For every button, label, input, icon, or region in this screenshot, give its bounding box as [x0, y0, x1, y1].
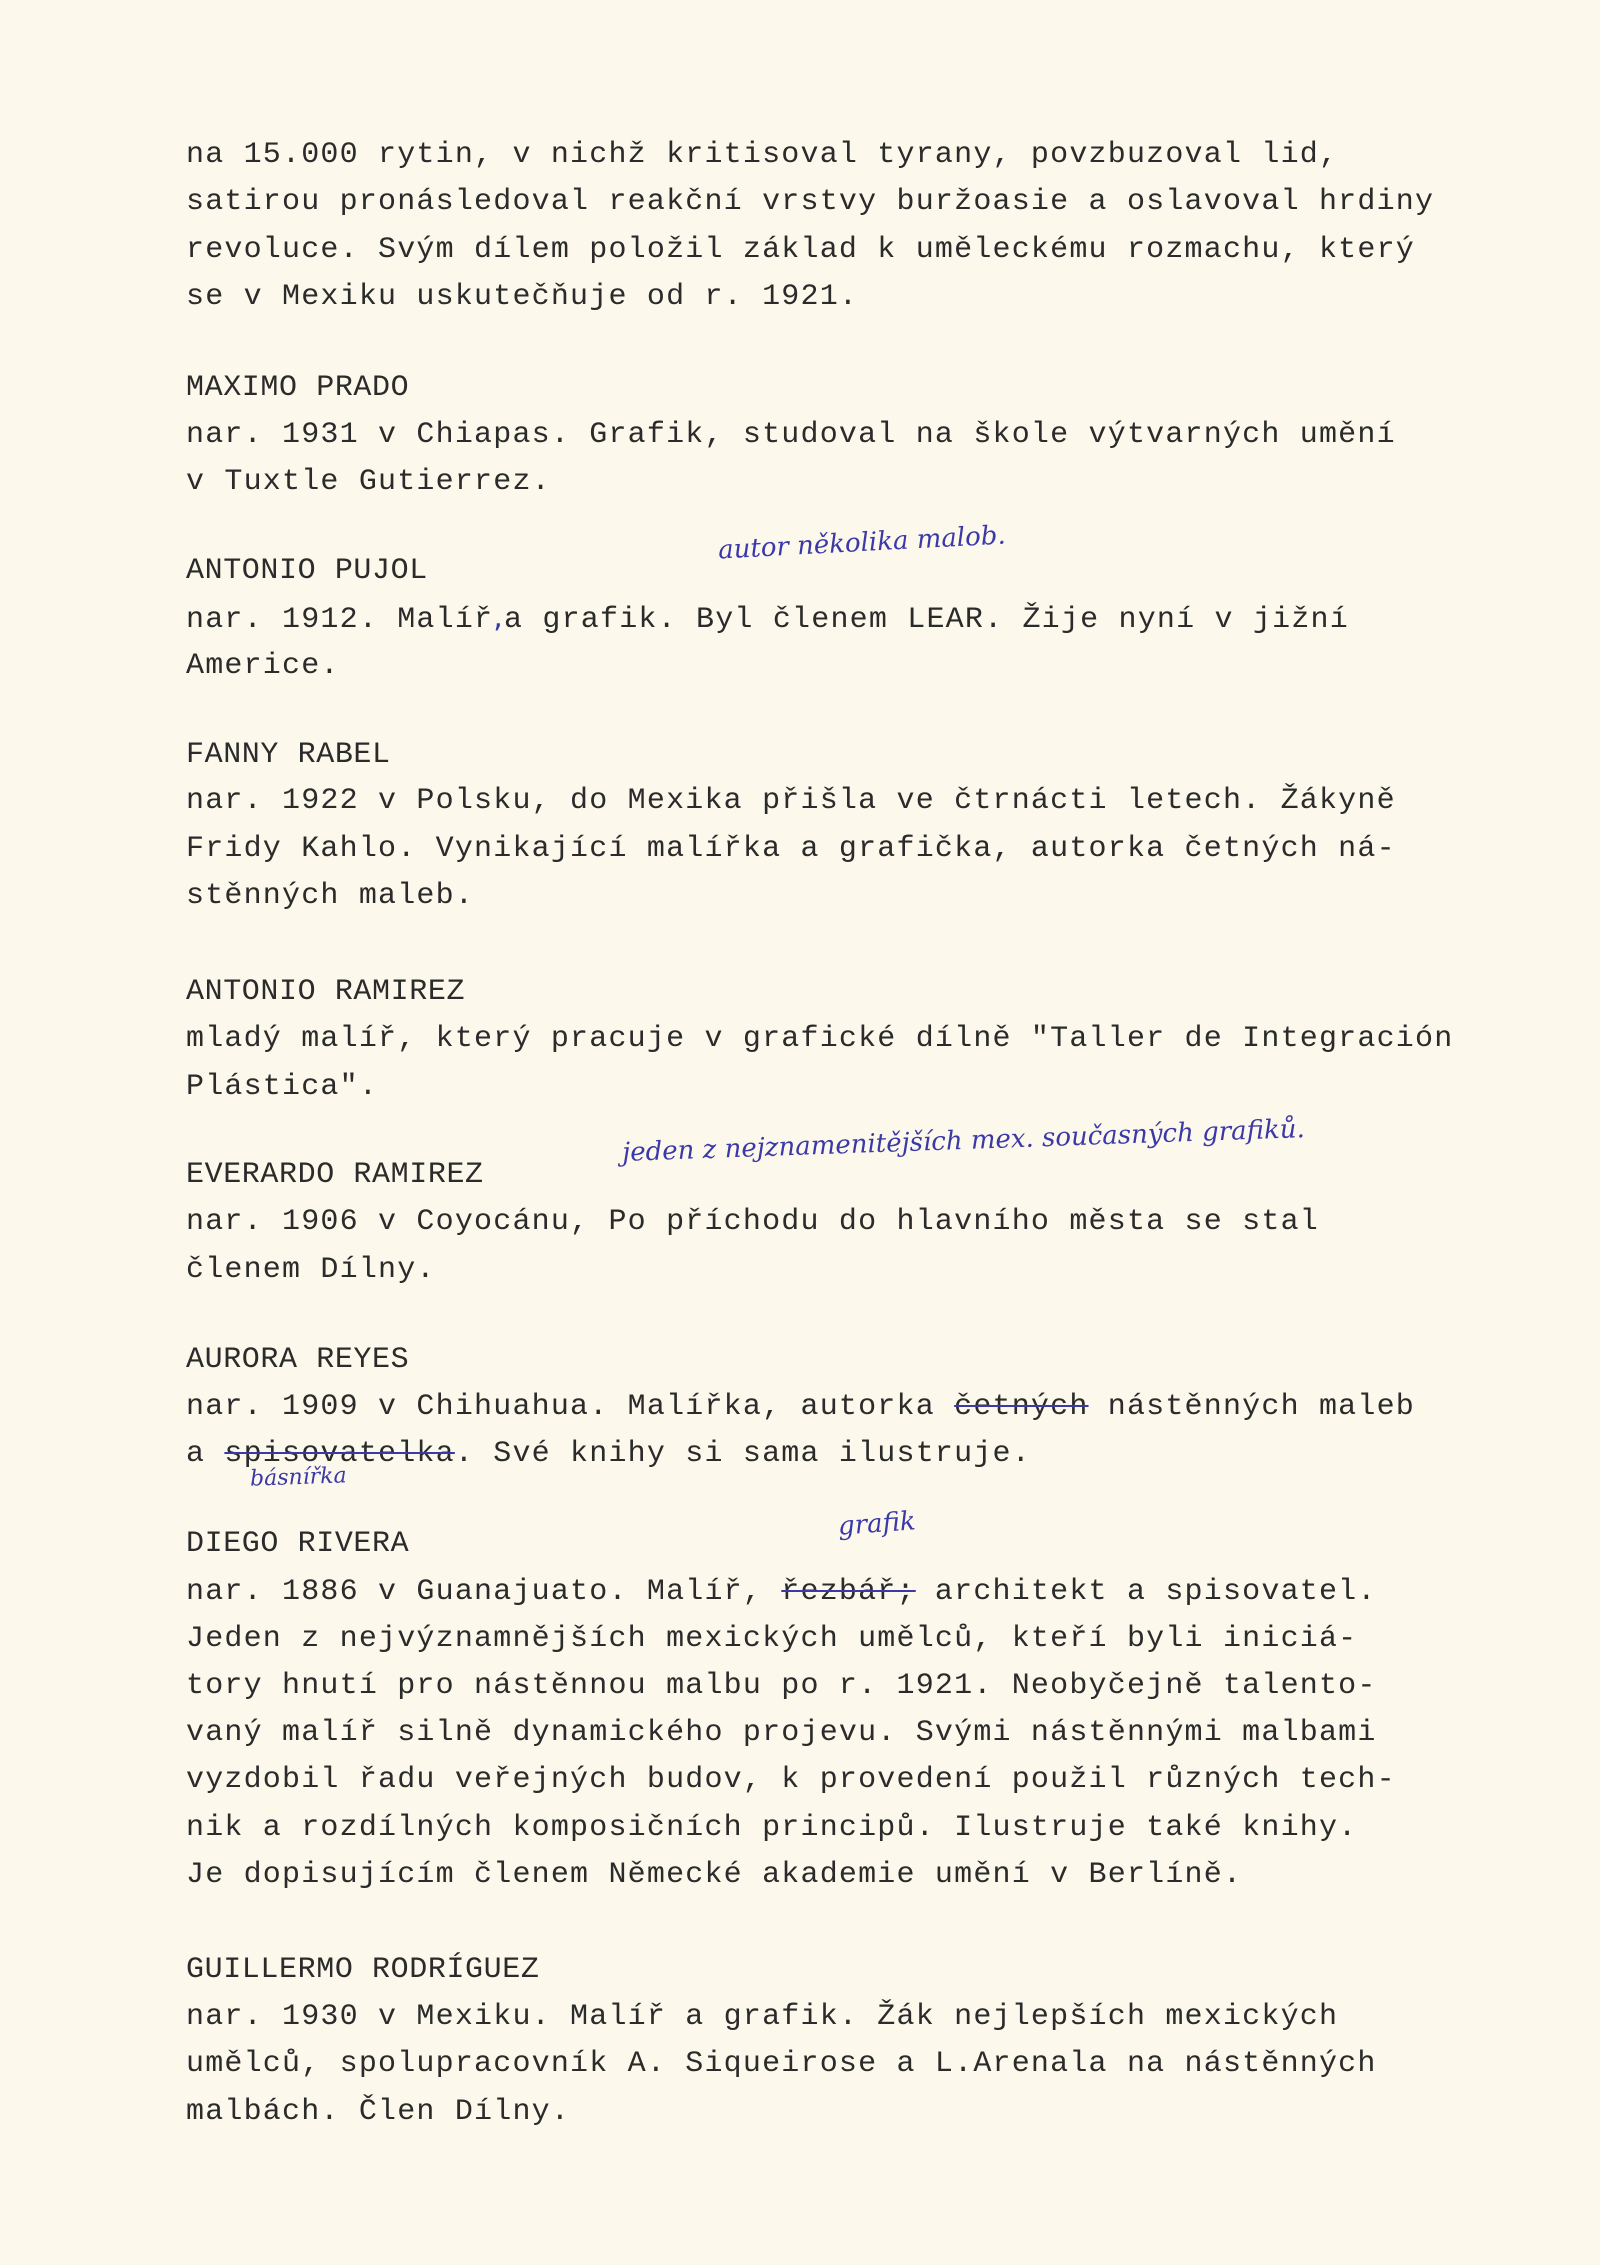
- entry-line: Americe.: [186, 649, 340, 683]
- intro-line-1: na 15.000 rytin, v nichž kritisoval tyrany, povzbuzoval lid,: [186, 138, 1339, 172]
- entry-line: Plástica".: [186, 1070, 379, 1104]
- struck-word: řezbář;: [781, 1575, 916, 1609]
- struck-word: četných: [954, 1390, 1089, 1424]
- handwritten-annotation: básnířka: [249, 1463, 348, 1492]
- entry-line-part: nar. 1909 v Chihuahua. Malířka, autorka: [186, 1390, 955, 1424]
- entry-line: Je dopisujícím členem Německé akademie umění v Berlíně.: [186, 1858, 1243, 1892]
- handwritten-annotation: grafik: [837, 1506, 917, 1542]
- entry-name: FANNY RABEL: [186, 738, 391, 772]
- entry-name: MAXIMO PRADO: [186, 371, 410, 405]
- entry-line: stěnných maleb.: [186, 879, 475, 913]
- intro-line-4: se v Mexiku uskutečňuje od r. 1921.: [186, 280, 859, 314]
- entry-line: [186, 600, 1349, 638]
- entry-name: ANTONIO PUJOL: [186, 554, 428, 588]
- handwritten-annotation: autor několika malob.: [717, 520, 1007, 566]
- entry-line: Fridy Kahlo. Vynikající malířka a grafička, autorka četných ná-: [186, 832, 1396, 866]
- entry-name: AURORA REYES: [186, 1343, 410, 1377]
- entry-name: EVERARDO RAMIREZ: [186, 1158, 484, 1192]
- entry-line: [186, 1574, 1377, 1610]
- entry-line-part: nar. 1912. Malíř: [186, 603, 494, 637]
- entry-line: nar. 1922 v Polsku, do Mexika přišla ve čtrnácti letech. Žákyně: [186, 784, 1396, 818]
- entry-name: GUILLERMO RODRÍGUEZ: [186, 1953, 540, 1987]
- insert-mark: ,: [493, 600, 504, 635]
- entry-line-part: architekt a spisovatel.: [915, 1575, 1377, 1609]
- entry-name: ANTONIO RAMIREZ: [186, 975, 466, 1009]
- intro-line-2: satirou pronásledoval reakční vrstvy buržoasie a oslavoval hrdiny: [186, 185, 1435, 219]
- entry-line: nar. 1931 v Chiapas. Grafik, studoval na škole výtvarných umění: [186, 418, 1396, 452]
- intro-line-3: revoluce. Svým dílem položil základ k uměleckému rozmachu, který: [186, 233, 1415, 267]
- entry-line: [186, 1389, 1415, 1425]
- entry-line: nar. 1906 v Coyocánu, Po příchodu do hlavního města se stal: [186, 1205, 1319, 1239]
- entry-name: DIEGO RIVERA: [186, 1527, 410, 1561]
- entry-line: malbách. Člen Dílny.: [186, 2095, 571, 2129]
- entry-line: v Tuxtle Gutierrez.: [186, 465, 551, 499]
- entry-line-part: nástěnných maleb: [1088, 1390, 1415, 1424]
- entry-line-part: . Své knihy si sama ilustruje.: [454, 1437, 1031, 1471]
- entry-line: umělců, spolupracovník A. Siqueirose a L.Arenala na nástěnných: [186, 2047, 1377, 2081]
- entry-line: nar. 1930 v Mexiku. Malíř a grafik. Žák nejlepších mexických: [186, 2000, 1339, 2034]
- entry-line: mladý malíř, který pracuje v grafické dílně "Taller de Integración: [186, 1022, 1454, 1056]
- ampersand: a: [504, 603, 524, 637]
- entry-line: tory hnutí pro nástěnnou malbu po r. 1921. Neobyčejně talento-: [186, 1669, 1377, 1703]
- entry-line-part: a: [186, 1437, 225, 1471]
- entry-line: vyzdobil řadu veřejných budov, k provedení použil různých tech-: [186, 1763, 1396, 1797]
- entry-line: nik a rozdílných komposičních principů. Ilustruje také knihy.: [186, 1811, 1358, 1845]
- entry-line: vaný malíř silně dynamického projevu. Svými nástěnnými malbami: [186, 1716, 1377, 1750]
- entry-line: členem Dílny.: [186, 1253, 436, 1287]
- handwritten-annotation: jeden z nejznamenitějších mex. současných grafiků.: [621, 1114, 1306, 1168]
- entry-line: Jeden z nejvýznamnějších mexických umělců, kteří byli iniciá-: [186, 1622, 1358, 1656]
- entry-line-part: nar. 1886 v Guanajuato. Malíř,: [186, 1575, 782, 1609]
- struck-word: spisovatelka: [224, 1437, 455, 1471]
- entry-line-part: grafik. Byl členem LEAR. Žije nyní v jižní: [523, 603, 1349, 637]
